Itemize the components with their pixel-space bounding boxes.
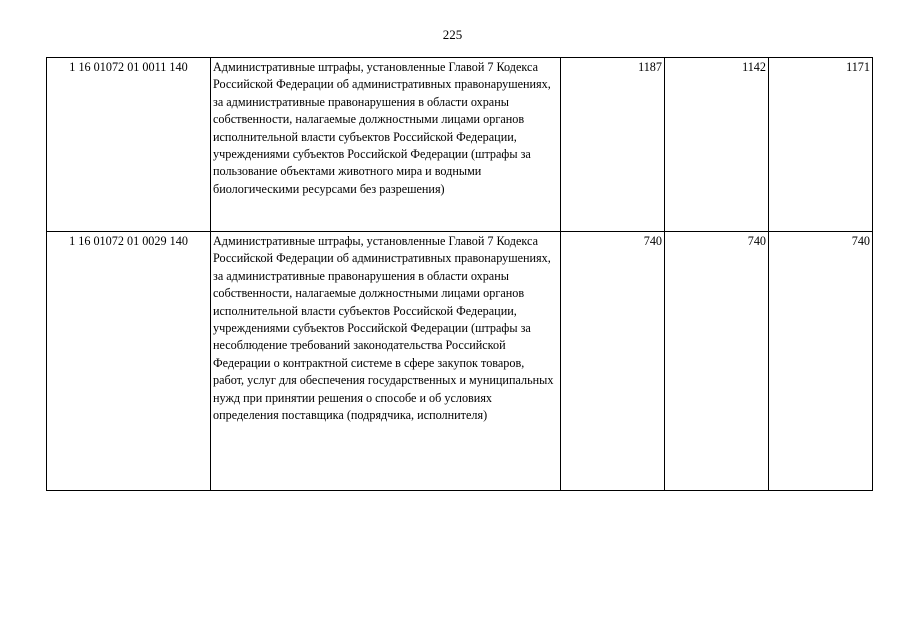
revenue-name-cell: Административные штрафы, установленные Главой 7 Кодекса Российской Федерации об административных правонарушениях, за административные правонарушения в области охраны собственности, налагаемые должностными лицами органов исполнительной власти субъектов Российской Федерации, учреждениями субъектов Российской Федерации (штрафы за несоблюдение требований законодательства Российской Федерации о контрактной системе в сфере закупок товаров, работ, услуг для обеспечения государственных и муниципальных нужд при принятии решения о способе и об условиях определения поставщика (подрядчика, исполнителя) <box>211 232 561 491</box>
value-cell-year-2: 1142 <box>665 58 769 232</box>
value-cell-year-2: 740 <box>665 232 769 491</box>
table-row <box>47 58 873 232</box>
table-row <box>47 232 873 491</box>
value-cell-year-1: 740 <box>561 232 665 491</box>
page-number: 225 <box>442 27 463 42</box>
revenue-name-cell: Административные штрафы, установленные Главой 7 Кодекса Российской Федерации об административных правонарушениях, за административные правонарушения в области охраны собственности, налагаемые должностными лицами органов исполнительной власти субъектов Российской Федерации, учреждениями субъектов Российской Федерации (штрафы за пользование объектами животного мира и водными биологическими ресурсами без разрешения) <box>211 58 561 232</box>
revenue-code-cell: 1 16 01072 01 0029 140 <box>47 232 211 491</box>
value-cell-year-3: 1171 <box>769 58 873 232</box>
budget-table <box>46 57 873 491</box>
revenue-code-cell: 1 16 01072 01 0011 140 <box>47 58 211 232</box>
value-cell-year-3: 740 <box>769 232 873 491</box>
value-cell-year-1: 1187 <box>561 58 665 232</box>
